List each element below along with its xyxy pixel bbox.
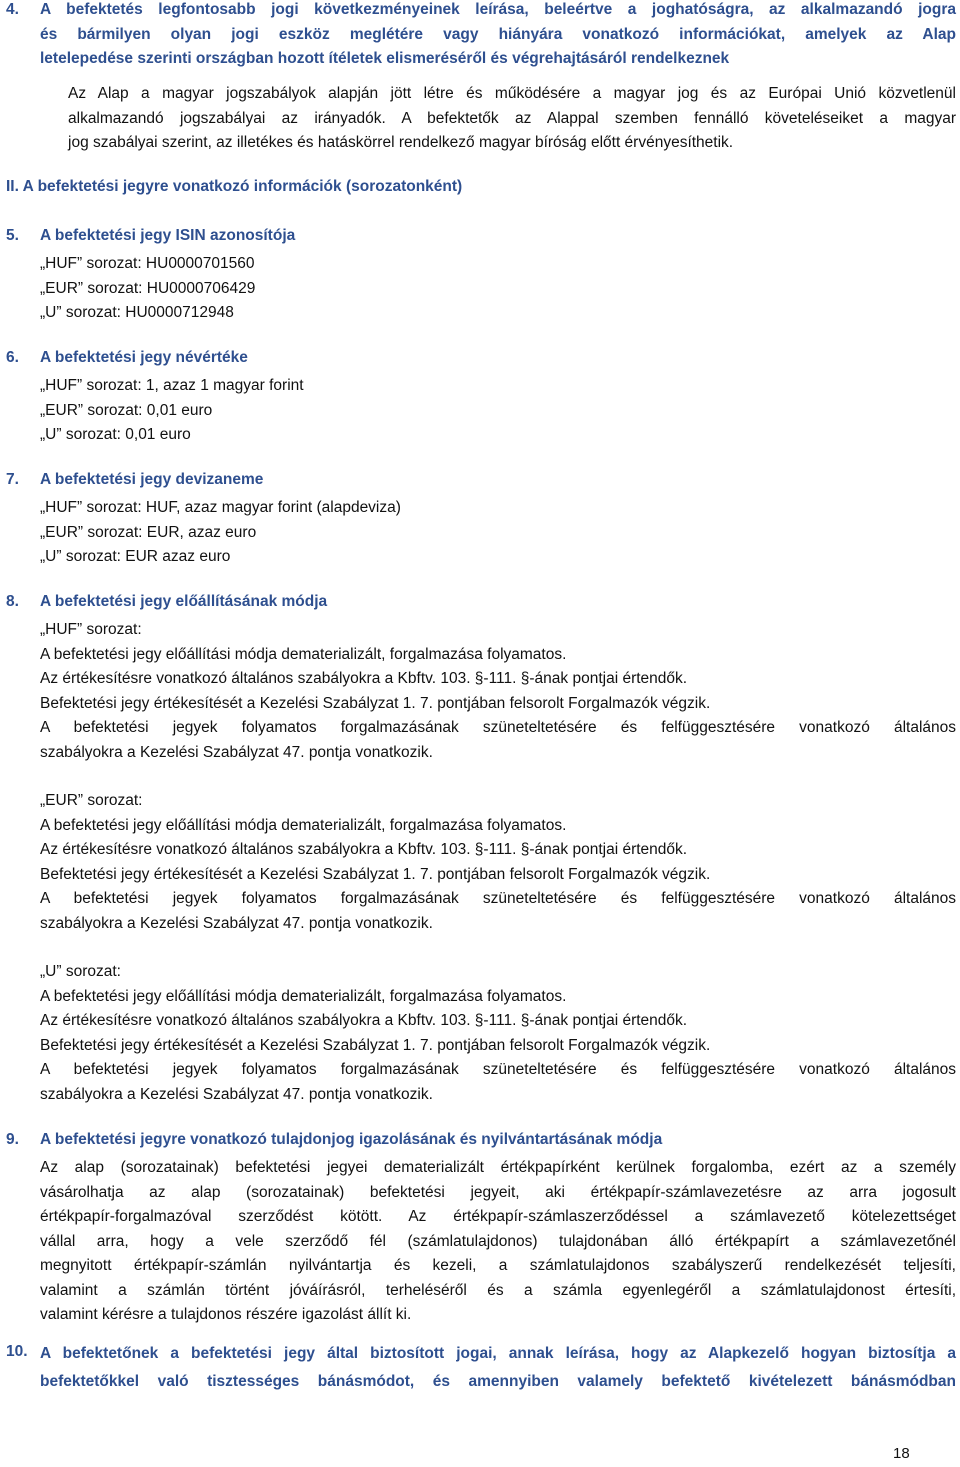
paragraph-line: vállal arra, hogy a vele szerződő fél (számlatulajdonos) tulajdonában álló értékpapírt a számlavezetőnél (40, 1232, 956, 1250)
paragraph-line: szabályokra a Kezelési Szabályzat 47. pontja vonatkozik. (40, 1085, 433, 1103)
section-4-body-line: jog szabályai szerint, az illetékes és hatáskörrel rendelkező magyar bíróság előtt érvényesíthetik. (68, 134, 734, 151)
section-7-list (40, 496, 956, 570)
paragraph-line: szabályokra a Kezelési Szabályzat 47. pontja vonatkozik. (40, 914, 433, 932)
section-7-title: A befektetési jegy devizaneme (40, 471, 264, 488)
series-label-eur: „EUR” sorozat: (40, 792, 143, 809)
section-9-title: A befektetési jegyre vonatkozó tulajdonjog igazolásának és nyilvántartásának módja (40, 1131, 663, 1148)
section-7-number: 7. (6, 471, 19, 488)
series-label-huf: „HUF” sorozat: (40, 621, 142, 638)
section-4-number: 4. (6, 1, 19, 18)
paragraph-line: értékpapír-forgalmazóval szerződést kötött. Az értékpapír-számlaszerződéssel a számlavezető kötelezettséget (40, 1208, 956, 1225)
paragraph-line: megnyitott értékpapír-számlán nyilvántartja és kezeli, a számlatulajdonos szabályszerű rendelkezését teljesíti, (40, 1257, 956, 1274)
currency-u: „U” sorozat: EUR azaz euro (40, 548, 231, 565)
paragraph-line: vásárolhatja az alap (sorozatainak) befektetési jegyeit, aki értékpapír-számlavezetésre az arra jogosult (40, 1183, 956, 1201)
section-4-title-line: A befektetés legfontosabb jogi következményeinek leírása, beleértve a joghatóságra, az alkalmazandó jogra (40, 1, 956, 18)
section-10-number: 10. (6, 1343, 28, 1360)
isin-huf: „HUF” sorozat: HU0000701560 (40, 255, 255, 272)
paragraph-line: Az értékesítésre vonatkozó általános szabályokra a Kbftv. 103. §-111. §-ának pontjai értendők. (40, 670, 688, 687)
paragraph-line: valamint a számlán történt jóváírásról, terheléséről és a számla egyenlegéről a számlatulajdonost értesíti, (40, 1281, 956, 1299)
section-4-body-line: alkalmazandó jogszabályai az irányadók. A befektetők az Alappal szemben fennálló követeléseiket a magyar (68, 109, 956, 127)
nominal-u: „U” sorozat: 0,01 euro (40, 426, 191, 443)
paragraph-line: A befektetési jegy előállítási módja dematerializált, forgalmazása folyamatos. (40, 645, 567, 663)
section-4-title-line: letelepedése szerinti országban hozott ítéletek elismeréséről és végrehajtásáról rendelkeznek (40, 50, 730, 67)
paragraph-line: szabályokra a Kezelési Szabályzat 47. pontja vonatkozik. (40, 743, 433, 761)
isin-eur: „EUR” sorozat: HU0000706429 (40, 279, 256, 297)
series-label-u: „U” sorozat: (40, 963, 121, 980)
paragraph-line: Befektetési jegy értékesítését a Kezelési Szabályzat 1. 7. pontjában felsorolt Forgalmazók végzik. (40, 865, 711, 883)
paragraph-line: A befektetési jegyek folyamatos forgalmazásának szüneteltetésére és felfüggesztésére vonatkozó általános (40, 1061, 956, 1078)
part-2-title: II. A befektetési jegyre vonatkozó információk (sorozatonként) (6, 178, 463, 195)
section-6-number: 6. (6, 349, 19, 366)
section-5-list (40, 252, 956, 326)
section-6-title: A befektetési jegy névértéke (40, 349, 248, 366)
page-number: 18 (893, 1445, 910, 1462)
paragraph-line: A befektetési jegy előállítási módja dematerializált, forgalmazása folyamatos. (40, 987, 567, 1005)
currency-huf: „HUF” sorozat: HUF, azaz magyar forint (alapdeviza) (40, 499, 401, 516)
paragraph-line: Befektetési jegy értékesítését a Kezelési Szabályzat 1. 7. pontjában felsorolt Forgalmazók végzik. (40, 694, 711, 712)
paragraph-line: A befektetési jegyek folyamatos forgalmazásának szüneteltetésére és felfüggesztésére vonatkozó általános (40, 890, 956, 907)
section-4-body-line: Az Alap a magyar jogszabályok alapján jött létre és működésére a magyar jog és az Európai Unió közvetlenül (68, 85, 956, 102)
paragraph-line: Befektetési jegy értékesítését a Kezelési Szabályzat 1. 7. pontjában felsorolt Forgalmazók végzik. (40, 1036, 711, 1054)
section-8-eur-block (40, 789, 956, 936)
nominal-eur: „EUR” sorozat: 0,01 euro (40, 401, 213, 419)
paragraph-line: A befektetési jegy előállítási módja dematerializált, forgalmazása folyamatos. (40, 816, 567, 834)
paragraph-line: Az értékesítésre vonatkozó általános szabályokra a Kbftv. 103. §-111. §-ának pontjai értendők. (40, 1012, 688, 1029)
section-9-body (40, 1156, 956, 1328)
section-4-title (40, 0, 956, 72)
paragraph-line: A befektetési jegyek folyamatos forgalmazásának szüneteltetésére és felfüggesztésére vonatkozó általános (40, 719, 956, 736)
section-6-list (40, 374, 956, 448)
paragraph-line: Az értékesítésre vonatkozó általános szabályokra a Kbftv. 103. §-111. §-ának pontjai értendők. (40, 841, 688, 858)
section-8-number: 8. (6, 593, 19, 610)
section-4-title-line: és bármilyen olyan jogi eszköz meglétére vagy hiányára vonatkozó információkat, amelyek az Alap (40, 25, 956, 43)
section-8-title: A befektetési jegy előállításának módja (40, 593, 328, 610)
isin-u: „U” sorozat: HU0000712948 (40, 304, 234, 321)
section-10-title (40, 1340, 956, 1396)
paragraph-line: valamint kérésre a tulajdonos részére igazolást állít ki. (40, 1306, 412, 1323)
section-8-u-block (40, 960, 956, 1107)
section-8-huf-block (40, 618, 956, 765)
section-10-title-line: befektetőkkel való tisztességes bánásmódot, és amennyiben valamely befektető kivételezett bánásmódban (40, 1373, 956, 1390)
section-9-number: 9. (6, 1131, 19, 1148)
nominal-huf: „HUF” sorozat: 1, azaz 1 magyar forint (40, 377, 304, 394)
section-4-body (68, 82, 956, 156)
paragraph-line: Az alap (sorozatainak) befektetési jegyei dematerializált értékpapírként kerülnek forgalomba, ezért az a személy (40, 1159, 956, 1176)
section-10-title-line: A befektetőnek a befektetési jegy által biztosított jogai, annak leírása, hogy az Alapkezelő hogyan biztosítja a (40, 1345, 956, 1362)
section-5-number: 5. (6, 227, 19, 244)
section-5-title: A befektetési jegy ISIN azonosítója (40, 227, 296, 244)
currency-eur: „EUR” sorozat: EUR, azaz euro (40, 523, 257, 541)
